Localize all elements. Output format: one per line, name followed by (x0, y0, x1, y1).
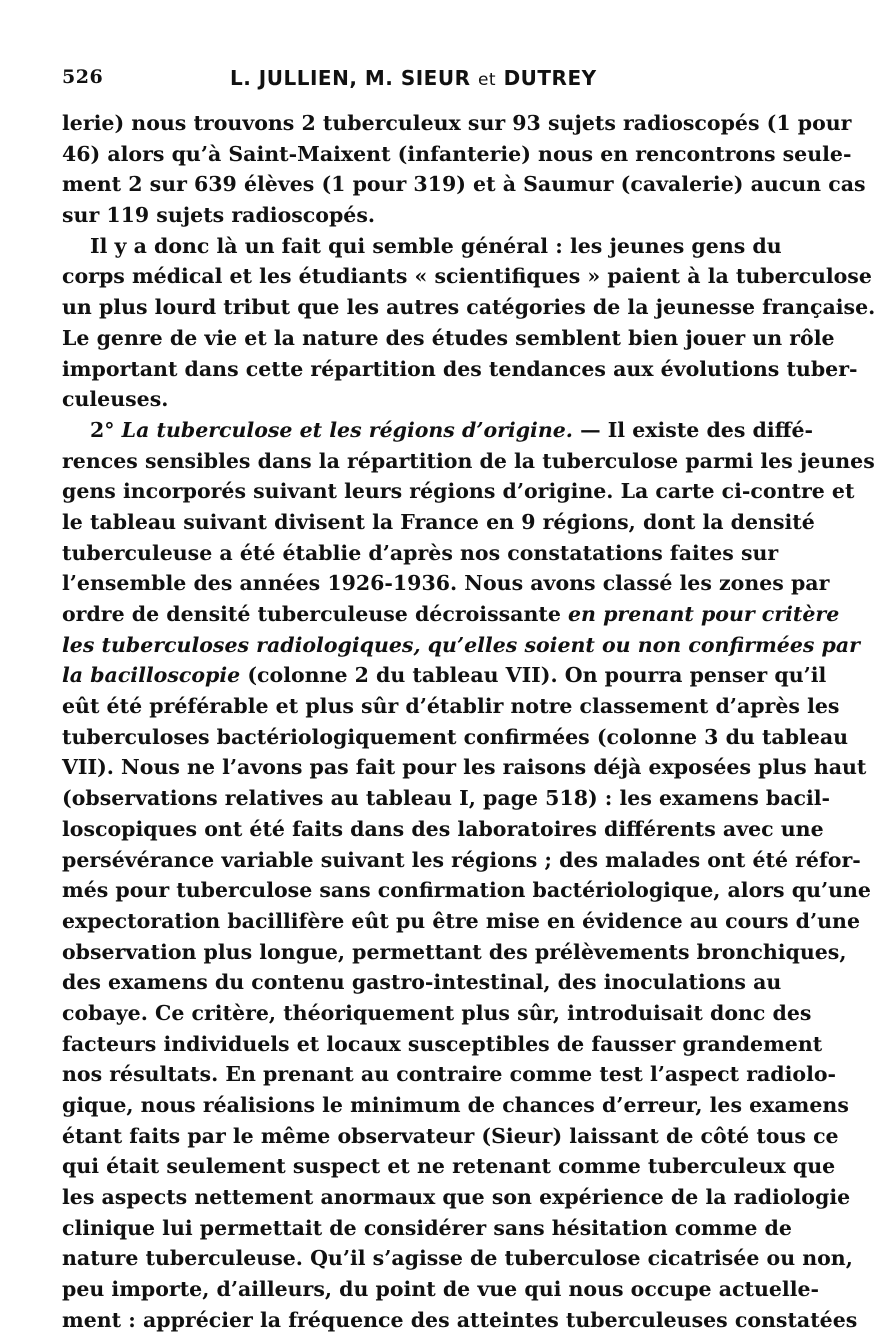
text-line: peu importe, d’ailleurs, du point de vue qui nous occupe actuelle- (62, 1277, 820, 1302)
text-line: més pour tuberculose sans confirmation bactériologique, alors qu’une (62, 878, 871, 903)
page-number: 526 (62, 66, 104, 88)
emphasis-line: les tuberculoses radiologiques, qu’elles soient ou non confirmées par (62, 632, 860, 657)
text-line: Il y a donc là un fait qui semble général : les jeunes gens du (90, 233, 782, 258)
text-line: les aspects nettement anormaux que son expérience de la radiologie (62, 1185, 851, 1210)
section-title: La tuberculose et les régions d’origine. (121, 417, 573, 442)
section-number: 2° (90, 417, 122, 442)
text-line: nos résultats. En prenant au contraire comme test l’aspect radiolo- (62, 1062, 837, 1087)
text-line: gens incorporés suivant leurs régions d’origine. La carte ci-contre et (62, 479, 855, 504)
text-line: facteurs individuels et locaux susceptibles de fausser grandement (62, 1031, 823, 1056)
emphasis-text: la bacilloscopie (62, 663, 241, 688)
text-line: sur 119 sujets radioscopés. (62, 203, 375, 228)
text-line: l’ensemble des années 1926-1936. Nous avons classé les zones par (62, 571, 830, 596)
text-line: nature tuberculeuse. Qu’il s’agisse de tuberculose cicatrisée ou non, (62, 1246, 853, 1271)
running-head-conjunction: et (477, 70, 497, 90)
text-fragment: ordre de densité tuberculeuse décroissante (62, 602, 568, 626)
text-line: ment : apprécier la fréquence des atteintes tuberculeuses constatées (62, 1307, 858, 1332)
emphasis-text: en prenant pour critère (568, 602, 840, 626)
text-line: tuberculoses bactériologiquement confirmées (colonne 3 du tableau (62, 724, 849, 749)
text-line: culeuses. (62, 387, 169, 412)
body-text (62, 108, 875, 1336)
text-line: étant faits par le même observateur (Sieur) laissant de côté tous ce (62, 1123, 839, 1148)
text-line (62, 660, 827, 691)
running-head-last-author: DUTREY (503, 66, 597, 90)
text-line: loscopiques ont été faits dans des laboratoires différents avec une (62, 816, 824, 841)
page-header (62, 66, 738, 96)
text-line: eût été préférable et plus sûr d’établir notre classement d’après les (62, 694, 840, 719)
text-line: gique, nous réalisions le minimum de chances d’erreur, les examens (62, 1093, 849, 1117)
text-line (62, 599, 840, 630)
text-line: 46) alors qu’à Saint-Maixent (infanterie) nous en rencontrons seule- (62, 141, 852, 166)
text-line: important dans cette répartition des tendances aux évolutions tuber- (62, 356, 858, 381)
text-line: tuberculeuse a été établie d’après nos constatations faites sur (62, 540, 779, 565)
text-line: ment 2 sur 639 élèves (1 pour 319) et à Saumur (cavalerie) aucun cas (62, 172, 866, 197)
text-line: corps médical et les étudiants « scientifiques » paient à la tuberculose (62, 264, 872, 289)
text-line: clinique lui permettait de considérer sans hésitation comme de (62, 1215, 792, 1240)
text-line: un plus lourd tribut que les autres catégories de la jeunesse française. (62, 295, 875, 320)
text-line: lerie) nous trouvons 2 tuberculeux sur 93 sujets radioscopés (1 pour (62, 111, 852, 135)
text-line: Le genre de vie et la nature des études semblent bien jouer un rôle (62, 325, 835, 350)
running-head (230, 66, 597, 90)
text-line: persévérance variable suivant les régions ; des malades ont été réfor- (62, 847, 861, 872)
text-fragment: (colonne 2 du tableau VII). On pourra penser qu’il (240, 663, 827, 688)
text-line: rences sensibles dans la répartition de la tuberculose parmi les jeunes (62, 448, 875, 473)
section-lead-text: — Il existe des diffé- (572, 417, 814, 442)
text-line: expectoration bacillifère eût pu être mise en évidence au cours d’une (62, 908, 860, 933)
text-line: des examens du contenu gastro-intestinal, des inoculations au (62, 970, 782, 995)
text-line: VII). Nous ne l’avons pas fait pour les raisons déjà exposées plus haut (62, 755, 867, 780)
text-line: cobaye. Ce critère, théoriquement plus sûr, introduisait donc des (62, 1000, 812, 1025)
text-line: observation plus longue, permettant des prélèvements bronchiques, (62, 939, 847, 964)
text-line: qui était seulement suspect et ne retenant comme tuberculeux que (62, 1154, 836, 1179)
text-line: (observations relatives au tableau I, page 518) : les examens bacil- (62, 786, 831, 811)
running-head-authors: L. JULLIEN, M. SIEUR (230, 66, 471, 90)
text-line: le tableau suivant divisent la France en 9 régions, dont la densité (62, 509, 815, 534)
section-heading-line (62, 415, 814, 446)
